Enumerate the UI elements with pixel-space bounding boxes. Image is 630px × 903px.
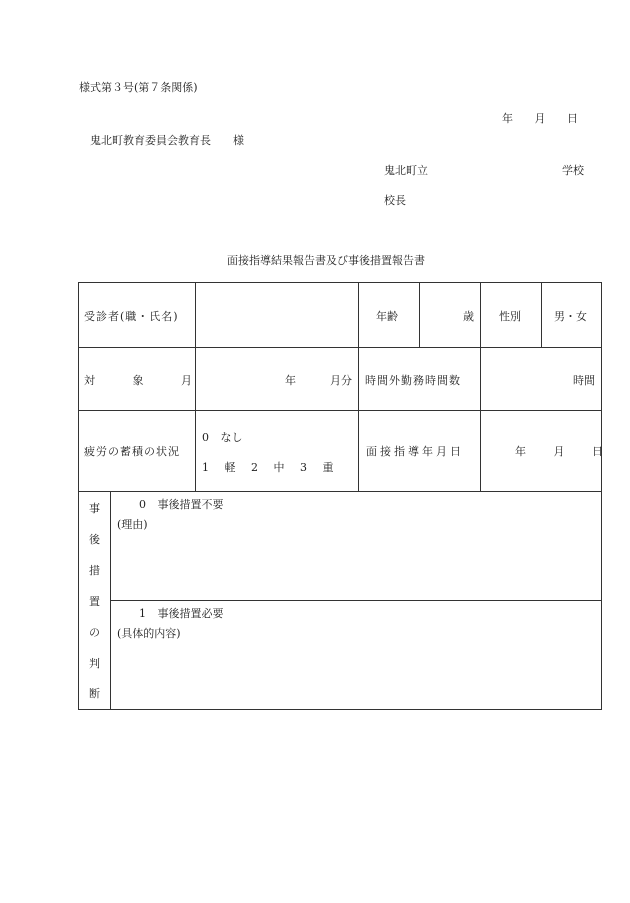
- fatigue-label: 疲労の蓄積の状況: [84, 445, 180, 458]
- hours-unit: 時間: [573, 374, 595, 387]
- row-divider: [79, 491, 601, 492]
- side-label-char: 判: [89, 656, 100, 670]
- column-divider: [419, 283, 420, 347]
- month-unit: 月分: [330, 374, 352, 387]
- gender-options: 男・女: [554, 310, 587, 323]
- column-divider: [110, 491, 111, 709]
- side-label-char: の: [89, 625, 100, 639]
- row-divider: [79, 410, 601, 411]
- row-divider: [79, 347, 601, 348]
- column-divider: [195, 283, 196, 491]
- fatigue-options-levels: 1 軽 2 中 3 重: [202, 461, 334, 474]
- side-label-char: 措: [89, 564, 100, 578]
- school-prefix: 鬼北町立: [384, 164, 428, 177]
- side-label-char: 後: [89, 533, 100, 547]
- honorific: 様: [233, 134, 244, 147]
- interview-date-value: 年 月 日: [515, 445, 603, 458]
- principal-label: 校長: [384, 194, 406, 207]
- school-line: [384, 162, 584, 178]
- document-title: 面接指導結果報告書及び事後措置報告書: [227, 254, 425, 267]
- reason-label: (理由): [117, 518, 148, 531]
- addressee-name: 鬼北町教育委員会教育長: [90, 134, 211, 147]
- column-divider: [480, 283, 481, 491]
- followup-side-label: [79, 493, 110, 709]
- age-label: 年齢: [376, 310, 398, 323]
- side-label-char: 断: [89, 687, 100, 701]
- age-unit: 歳: [463, 310, 474, 323]
- school-suffix: 学校: [562, 164, 584, 177]
- fatigue-option-none: 0 なし: [202, 431, 243, 444]
- section-divider: [110, 600, 601, 601]
- overtime-label: 時間外勤務時間数: [365, 374, 461, 387]
- form-number: 様式第３号(第７条関係): [79, 81, 198, 94]
- addressee: [90, 132, 244, 148]
- side-label-char: 事: [89, 502, 100, 516]
- details-label: (具体的内容): [117, 627, 181, 640]
- target-month-label: 対 象 月: [84, 374, 192, 387]
- no-followup-option: 0 事後措置不要: [139, 498, 224, 511]
- column-divider: [541, 283, 542, 347]
- gender-label: 性別: [499, 310, 521, 323]
- interview-date-label: 面接指導年月日: [366, 445, 464, 458]
- followup-required-option: 1 事後措置必要: [139, 607, 224, 620]
- side-label-char: 置: [89, 594, 100, 608]
- examinee-label: 受診者(職・氏名): [84, 310, 179, 323]
- report-date: 年 月 日: [502, 112, 578, 125]
- column-divider: [358, 283, 359, 491]
- report-table: [78, 282, 602, 710]
- year-unit: 年: [285, 374, 296, 387]
